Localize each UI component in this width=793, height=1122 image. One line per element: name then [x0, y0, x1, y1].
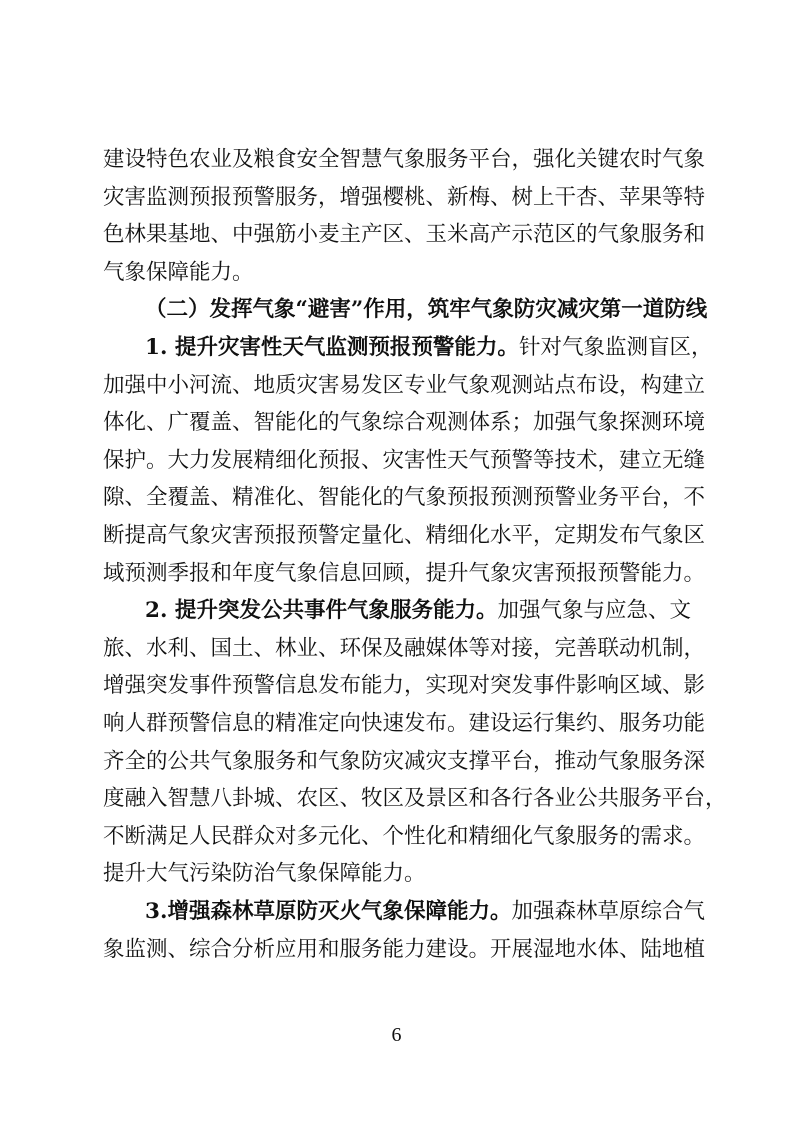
line-text: 色林果基地、中强筋小麦主产区、玉米高产示范区的气象服务和 — [103, 222, 706, 248]
item-heading-line — [145, 892, 705, 932]
text-line — [103, 817, 706, 857]
line-text: 增强突发事件预警信息发布能力，实现对突发事件影响区域、影 — [103, 673, 706, 699]
line-text: 象监测、综合分析应用和服务能力建设。开展湿地水体、陆地植 — [103, 936, 706, 962]
text-line — [103, 140, 706, 180]
page-number: 6 — [391, 1024, 402, 1046]
line-text: 提升大气污染防治气象保障能力。 — [103, 861, 426, 887]
text-line — [103, 516, 706, 556]
line-text: 气象保障能力。 — [103, 259, 254, 285]
line-text: 体化、广覆盖、智能化的气象综合观测体系；加强气象探测环境 — [103, 410, 706, 436]
text-line — [103, 554, 706, 594]
line-text: 灾害监测预报预警服务，增强樱桃、新梅、树上干杏、苹果等特 — [103, 184, 706, 210]
line-text: 齐全的公共气象服务和气象防灾减灾支撑平台，推动气象服务深 — [103, 748, 706, 774]
line-text: 响人群预警信息的精准定向快速发布。建设运行集约、服务功能 — [103, 711, 706, 736]
line-text: 加强气象与应急、文 — [497, 598, 691, 624]
line-text: 加强中小河流、地质灾害易发区专业气象观测站点布设，构建立 — [103, 372, 706, 398]
line-text: 不断满足人民群众对多元化、个性化和精细化气象服务的需求。 — [103, 823, 706, 849]
section-heading — [145, 290, 708, 330]
text-line — [103, 215, 706, 255]
text-line — [103, 366, 706, 406]
line-text: 断提高气象灾害预报预警定量化、精细化水平，定期发布气象区 — [103, 523, 706, 548]
text-line — [103, 742, 706, 782]
line-text: 建设特色农业及粮食安全智慧气象服务平台，强化关键农时气象 — [103, 147, 706, 172]
line-text: 隙、全覆盖、精准化、智能化的气象预报预测预警业务平台，不 — [103, 485, 706, 511]
item-title: 2. 提升突发公共事件气象服务能力。 — [145, 598, 498, 624]
text-line — [103, 666, 706, 706]
heading-text: （二）发挥气象“避害”作用，筑牢气象防灾减灾第一道防线 — [145, 297, 708, 323]
text-line — [103, 253, 691, 293]
line-text: 针对气象监测盲区， — [518, 335, 713, 360]
text-line — [103, 854, 691, 894]
line-text: 域预测季报和年度气象信息回顾，提升气象灾害预报预警能力。 — [103, 560, 706, 586]
text-line — [103, 704, 706, 744]
item-title: 3.增强森林草原防灭火气象保障能力。 — [145, 899, 512, 924]
line-text: 度融入智慧八卦城、农区、牧区及景区和各行各业公共服务平台， — [103, 786, 727, 812]
line-text: 加强森林草原综合气 — [511, 899, 705, 924]
text-line — [103, 178, 706, 218]
item-heading-line — [145, 328, 713, 368]
text-line — [103, 930, 706, 970]
line-text: 保护。大力发展精细化预报、灾害性天气预警等技术，建立无缝 — [103, 447, 706, 473]
text-line — [103, 403, 706, 443]
text-line — [103, 478, 706, 518]
text-line — [103, 779, 727, 819]
line-text: 旅、水利、国土、林业、环保及融媒体等对接，完善联动机制， — [103, 635, 706, 661]
item-title: 1. 提升灾害性天气监测预报预警能力。 — [145, 335, 519, 360]
text-line — [103, 441, 706, 481]
item-heading-line — [145, 591, 691, 631]
text-line — [103, 629, 706, 669]
